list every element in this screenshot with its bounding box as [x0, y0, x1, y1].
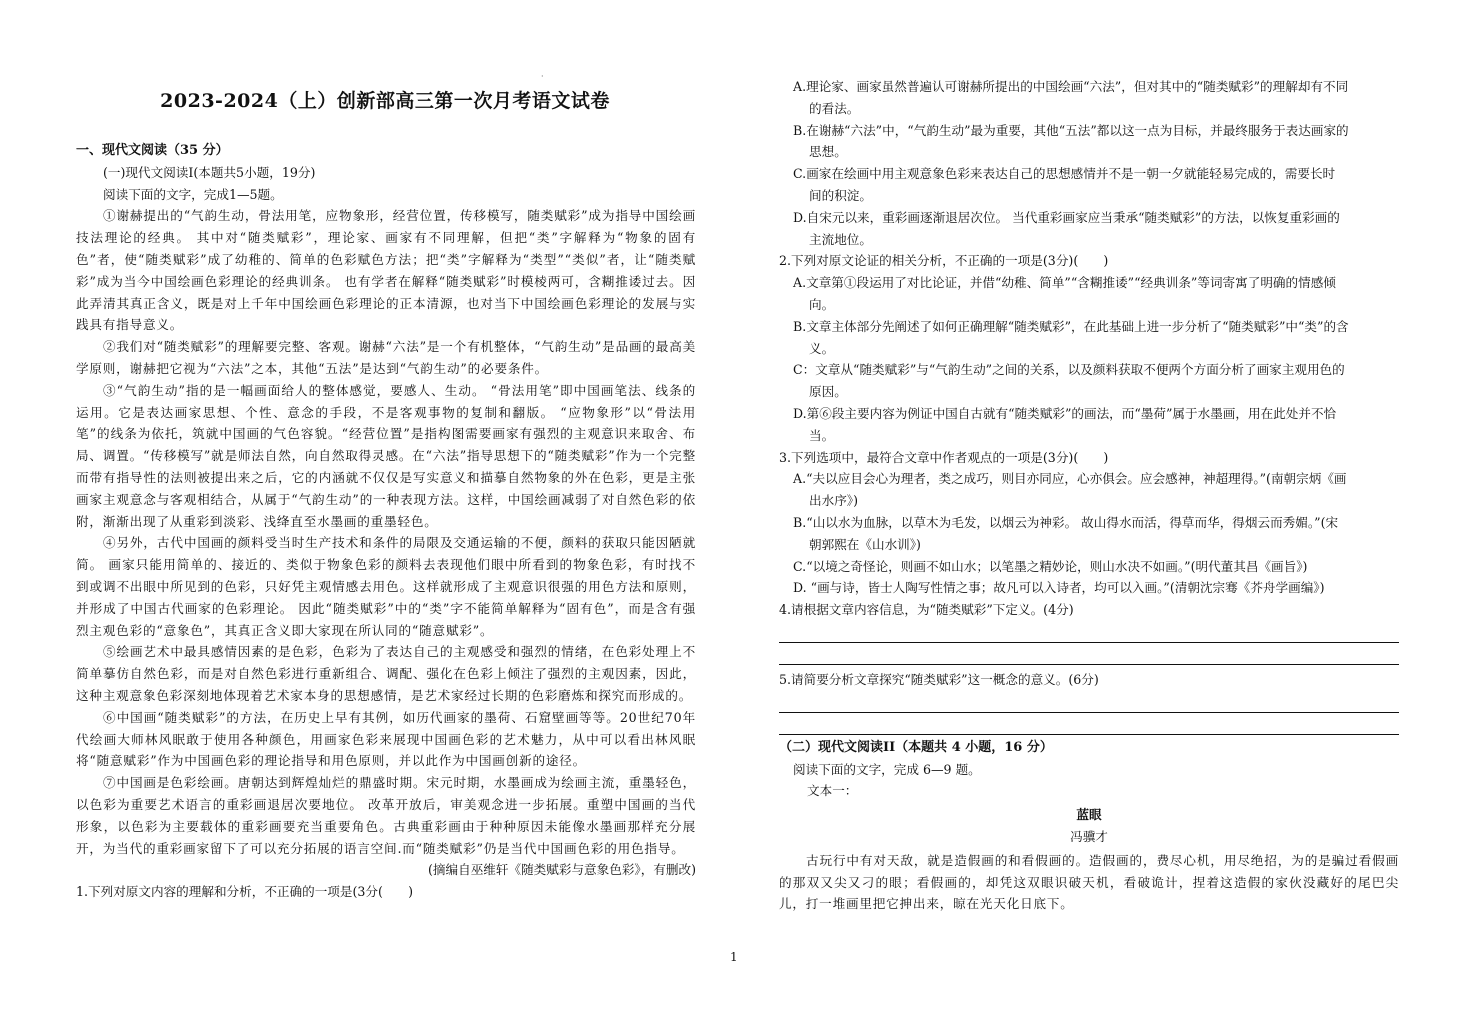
source-citation: (摘编自巫维轩《随类赋彩与意象色彩》，有删改)	[428, 862, 696, 878]
question-2: 2.下列对原文论证的相关分析，不正确的一项是(3分)( )	[779, 253, 1109, 269]
paragraph-6: ⑥中国画“随类赋彩”的方法，在历史上早有其例，如历代画家的墨荷、石窟壁画等等。20世纪70年代绘画大师林风眠敢于使用各种颜色，用画家色彩来展现中国画色彩的艺术魅力，从中可以看出林风眠将“随意赋彩”作为中国画色彩的理论指导和用色原则，并以此作为中国画创新的途径。	[76, 709, 696, 769]
page-number: 1	[730, 950, 738, 964]
question-5: 5.请简要分析文章探究“随类赋彩”这一概念的意义。(6分)	[779, 671, 1099, 687]
q2-option-c: C：文章从“随类赋彩”与“气韵生动”之间的关系，以及颜料获取不便两个方面分析了画家主观用色的	[793, 362, 1345, 378]
q2-option-a: A.文章第①段运用了对比论证，并借“幼稚、简单”“含糊推诿”“经典训条”等词寄寓了明确的情感倾	[793, 275, 1336, 291]
q2-option-b-cont: 义。	[809, 340, 835, 356]
q3-option-d: D. “画与诗，皆士人陶写性情之事；故凡可以入诗者，均可以入画。”(清朝沈宗骞《芥舟学画编》)	[793, 580, 1325, 596]
answer-line-q4-2	[779, 643, 1399, 665]
answer-line-q5-1	[779, 691, 1399, 713]
left-column	[76, 140, 696, 903]
q2-option-d-cont: 当。	[809, 427, 835, 443]
answer-line-q4-1	[779, 621, 1399, 643]
q3-option-b: B.“山以水为血脉，以草木为毛发，以烟云为神彩。 故山得水而活，得草而华，得烟云而秀媚。”(宋	[793, 514, 1339, 530]
paragraph-4: ④另外，古代中国画的颜料受当时生产技术和条件的局限及交通运输的不便，颜料的获取只能因陋就简。 画家只能用简单的、接近的、类似于物象色彩的颜料去表现他们眼中所看到的物象色彩，有时找不到或调不出眼中所见到的色彩，只好凭主观情感去用色。这样就形成了主观意识很强的用色方法和原则，并形成了中国古代画家的色彩理论。 因此“随类赋彩”中的“类”字不能简单解释为“固有色”，而是含有强烈主观色彩的“意象色”，其真正含义即大家现在所认同的“随意赋彩”。	[76, 535, 696, 638]
q1-option-d: D.自宋元以来，重彩画逐渐退居次位。 当代重彩画家应当秉承“随类赋彩”的方法，以恢复重彩画的	[793, 209, 1340, 225]
q1-option-b-cont: 思想。	[809, 144, 847, 160]
q3-option-a: A.“夫以应目会心为理者，类之成巧，则目亦同应，心亦俱会。应会感神，神超理得。”(南朝宗炳《画	[793, 471, 1347, 487]
story-title: 蓝眼	[1076, 807, 1102, 823]
story-author: 冯骥才	[1070, 828, 1108, 844]
text-1-label: 文本一：	[807, 783, 858, 799]
story-paragraph: 古玩行中有对天敌，就是造假画的和看假画的。造假画的，费尽心机，用尽绝招，为的是骗过看假画的那双又尖又刁的眼；看假画的，却凭这双眼识破天机，看破诡计，捏着这造假的家伙没藏好的尾巴尖儿，打一堆画里把它抻出来，晾在光天化日底下。	[779, 852, 1399, 912]
section-2-heading: （二）现代文阅读II（本题共 4 小题，16 分）	[779, 739, 1053, 755]
question-4: 4.请根据文章内容信息，为“随类赋彩”下定义。(4分)	[779, 602, 1074, 618]
q1-option-b: B.在谢赫“六法”中，“气韵生动”最为重要，其他“五法”都以这一点为目标，并最终服务于表达画家的	[793, 122, 1349, 138]
paragraph-3: ③“气韵生动”指的是一幅画面给人的整体感觉，要感人、生动。 “骨法用笔”即中国画笔法、线条的运用。它是表达画家思想、个性、意念的手段，不是客观事物的复制和翻版。 “应物象形”以“骨法用笔”的线条为依托，筑就中国画的气色容貌。“经营位置”是指构图需要画家有强烈的主观意识来取舍、布局、调置。“传移模写”就是师法自然，向自然取得灵感。在“六法”指导思想下的“随类赋彩”作为一个完整而带有指导性的法则被提出来之后，它的内涵就不仅仅是写实意义和描摹自然物象的外在色彩，更是主张画家主观意念与客观相结合，从属于“气韵生动”的一种表现方法。这样，中国绘画减弱了对自然色彩的依附，渐渐出现了从重彩到淡彩、浅绛直至水墨画的重墨轻色。	[76, 382, 696, 529]
instruction: 阅读下面的文字，完成1—5题。	[103, 186, 283, 202]
q2-option-c-cont: 原因。	[809, 384, 847, 400]
q2-option-b: B.文章主体部分先阐述了如何正确理解“随类赋彩”，在此基础上进一步分析了“随类赋彩”中“类”的含	[793, 318, 1349, 334]
paragraph-2: ②我们对“随类赋彩”的理解要完整、客观。谢赫“六法”是一个有机整体，“气韵生动”是品画的最高美学原则，谢赫把它视为“六法”之本，其他“五法”是达到“气韵生动”的必要条件。	[76, 339, 696, 376]
sub-heading: (一)现代文阅读I(本题共5小题，19分)	[103, 164, 316, 180]
paragraph-5: ⑤绘画艺术中最具感情因素的是色彩，色彩为了表达自己的主观感受和强烈的情绪，在色彩处理上不简单摹仿自然色彩，而是对自然色彩进行重新组合、调配、强化在色彩上倾注了强烈的主观因素，因此，这种主观意象色彩深刻地体现着艺术家本身的思想感情，是艺术家经过长期的色彩磨炼和探究而形成的。	[76, 644, 696, 703]
q3-option-b-cont: 朝郭熙在《山水训》)	[809, 536, 921, 552]
q3-option-a-cont: 出水序》)	[809, 493, 858, 509]
answer-line-q5-2	[779, 713, 1399, 735]
q1-option-c-cont: 间的积淀。	[809, 187, 872, 203]
q1-option-a: A.理论家、画家虽然普遍认可谢赫所提出的中国绘画“六法”，但对其中的“随类赋彩”的理解却有不同	[793, 79, 1349, 94]
paragraph-7: ⑦中国画是色彩绘画。唐朝达到辉煌灿烂的鼎盛时期。宋元时期，水墨画成为绘画主流，重墨轻色，以色彩为重要艺术语言的重彩画退居次要地位。 改革开放后，审美观念进一步拓展。重塑中国画的当代形象，以色彩为主要载体的重彩画要充当重要角色。古典重彩画由于种种原因未能像水墨画那样充分展开，为当代的重彩画家留下了可以充分拓展的语言空间.而“随类赋彩”仍是当代中国画色彩的用色指导。	[76, 775, 696, 856]
right-column	[779, 76, 1399, 915]
q2-option-d: D.第⑥段主要内容为例证中国自古就有“随类赋彩”的画法，而“墨荷”属于水墨画，用在此处并不恰	[793, 405, 1337, 421]
question-1: 1.下列对原文内容的理解和分析，不正确的一项是(3分( )	[76, 884, 414, 900]
q2-option-a-cont: 向。	[809, 296, 835, 312]
paragraph-1: ①谢赫提出的“气韵生动，骨法用笔，应物象形，经营位置，传移模写，随类赋彩”成为指导中国绘画技法理论的经典。 其中对“随类赋彩”，理论家、画家有不同理解，但把“类”字解释为“物象的固有色”者，使“随类赋彩”成了幼稚的、简单的色彩赋色方法；把“类”字解释为“类型”“类似”者，让“随类赋彩”成为当今中国绘画色彩理论的经典训条。 也有学者在解释“随类赋彩”时模棱两可，含糊推诿过去。因此弄清其真正含义，既是对上千年中国绘画色彩理论的正本清源，也对当下中国绘画色彩理论的发展与实践具有指导意义。	[76, 208, 696, 333]
section-heading: 一、现代文阅读（35 分）	[76, 143, 229, 158]
decorative-dot: ·	[541, 72, 544, 81]
q1-option-c: C.画家在绘画中用主观意象色彩来表达自己的思想感情并不是一朝一夕就能轻易完成的，需要长时	[793, 166, 1336, 182]
q1-option-d-cont: 主流地位。	[809, 231, 872, 247]
q1-option-a-cont: 的看法。	[809, 100, 860, 116]
q3-option-c: C.“以境之奇怪论，则画不如山水；以笔墨之精妙论，则山水决不如画。”(明代董其昌《画旨》)	[793, 558, 1308, 574]
page-title: 2023-2024（上）创新部高三第一次月考语文试卷	[160, 90, 610, 112]
question-3: 3.下列选项中，最符合文章中作者观点的一项是(3分)( )	[779, 449, 1109, 465]
section-2-instruction: 阅读下面的文字，完成 6—9 题。	[793, 761, 981, 777]
